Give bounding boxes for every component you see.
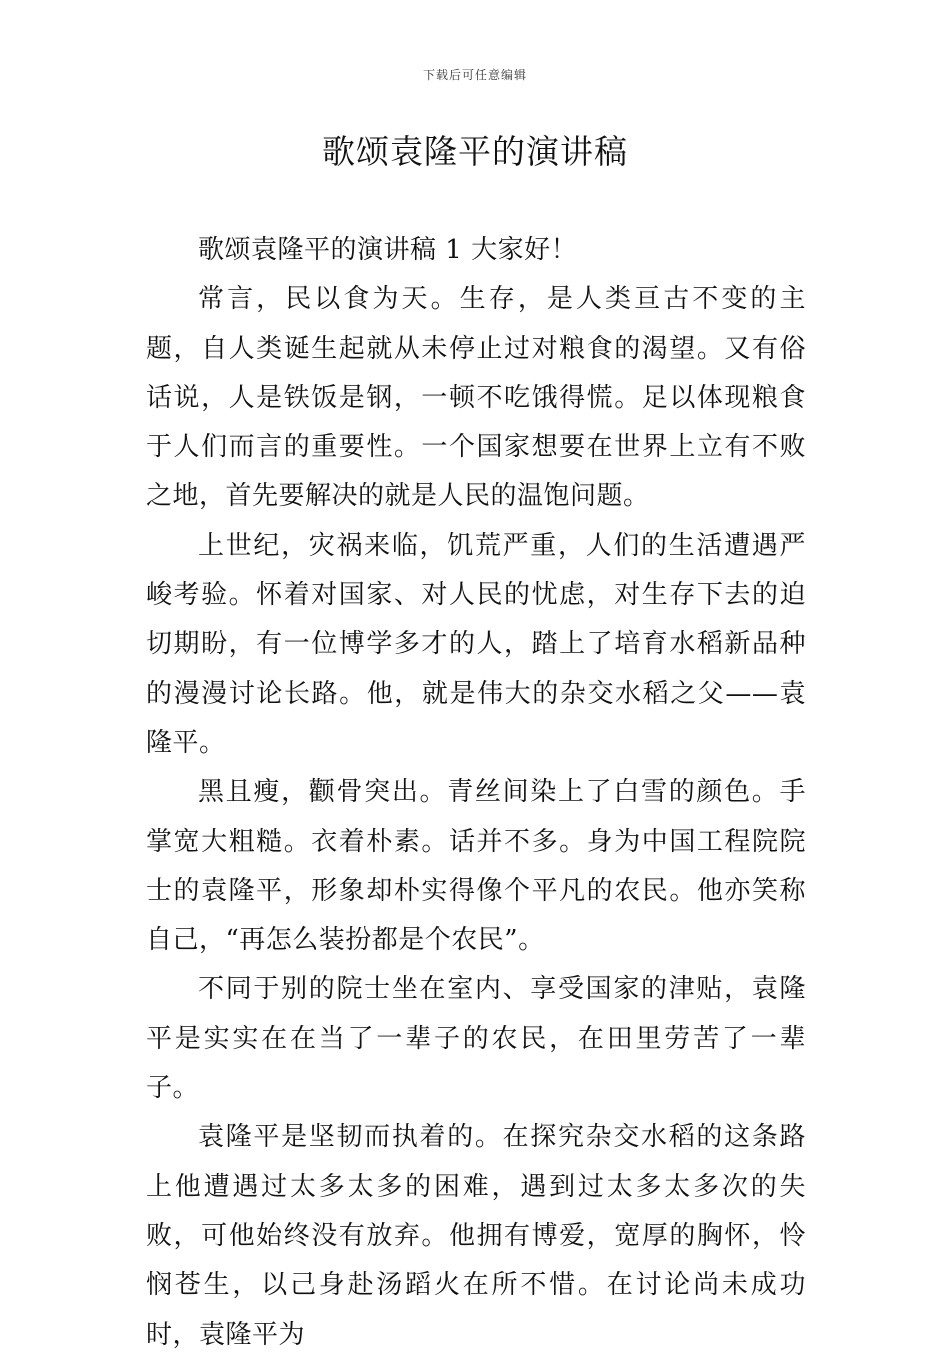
paragraph: 常言，民以食为天。生存，是人类亘古不变的主题，自人类诞生起就从未停止过对粮食的渴望。又有俗话说，人是铁饭是钢，一顿不吃饿得慌。足以体现粮食于人们而言的重要性。一个国家想要在世界上立有不败之地，首先要解决的就是人民的温饱问题。 [146,284,806,512]
document-title: 歌颂袁隆平的演讲稿 [322,132,628,171]
paragraph: 歌颂袁隆平的演讲稿 1 大家好！ [198,235,578,265]
paragraph: 不同于别的院士坐在室内、享受国家的津贴，袁隆平是实实在在当了一辈子的农民，在田里劳苦了一辈子。 [146,974,806,1104]
paragraph: 上世纪，灾祸来临，饥荒严重，人们的生活遭遇严峻考验。怀着对国家、对人民的忧虑，对生存下去的迫切期盼，有一位博学多才的人，踏上了培育水稻新品种的漫漫讨论长路。他，就是伟大的杂交水稻之父——袁隆平。 [146,530,806,758]
header-note: 下载后可任意编辑 [422,68,527,82]
paragraph: 黑且瘦，颧骨突出。青丝间染上了白雪的颜色。手掌宽大粗糙。衣着朴素。话并不多。身为中国工程院院士的袁隆平，形象却朴实得像个平凡的农民。他亦笑称自己，“再怎么装扮都是个农民”。 [146,777,806,956]
paragraph: 袁隆平是坚韧而执着的。在探究杂交水稻的这条路上他遭遇过太多太多的困难，遇到过太多太多次的失败，可他始终没有放弃。他拥有博爱，宽厚的胸怀，怜悯苍生，以己身赴汤蹈火在所不惜。在讨论尚未成功时，袁隆平为 [146,1122,806,1350]
document-body [146,226,806,1360]
